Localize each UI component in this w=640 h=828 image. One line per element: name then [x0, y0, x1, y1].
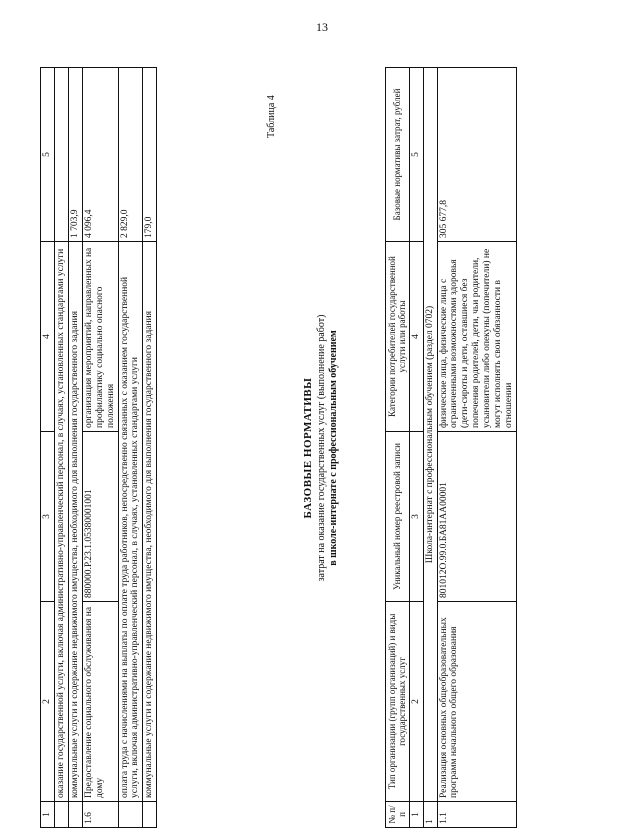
cost-value: 2 829,0: [118, 68, 143, 242]
column-number: 1: [41, 802, 55, 828]
cost-value: 305 677,8: [437, 68, 516, 242]
table-row: [82, 68, 118, 828]
service-name: Предоставление социального обслуживания на дому: [82, 602, 118, 802]
column-number: 2: [409, 602, 423, 802]
consumer-category: организация мероприятий, направленных на профилактику социально опасного положения: [82, 242, 118, 432]
table-row: [143, 68, 157, 828]
heading-subtitle: затрат на оказание государственных услуг (выполнение работ): [315, 314, 327, 582]
column-number: 4: [409, 242, 423, 432]
cost-description: оказание государственной услуги, включая административно-управленческий персонал, в случаях, установленных стандартами услуги: [54, 242, 68, 802]
rotated-page-content: [40, 58, 620, 828]
table-row: [68, 68, 82, 828]
heading-subtitle-2: в школе-интернате с профессиональным обучением: [328, 330, 340, 566]
table-row: [118, 68, 143, 828]
section-row: [423, 68, 437, 828]
column-number: 2: [41, 602, 55, 802]
column-number: 5: [41, 68, 55, 242]
cost-description: оплата труда с начислениями на выплаты по оплате труда работников, непосредственно связанных с оказанием государственной услуги, включая административно-управленческий персонал, в случаях, установленных стандартами услуги: [118, 242, 143, 802]
table-number-row: [409, 68, 423, 828]
section-number: 1: [423, 802, 437, 828]
column-header: Категории потребителей государственной услуги или работы: [386, 242, 410, 432]
table-header-row: [386, 68, 410, 828]
cost-value: 1 703,9: [68, 68, 82, 242]
column-number: 3: [409, 432, 423, 602]
cost-description: коммунальные услуги и содержание недвижимого имущества, необходимого для выполнения государственного задания: [68, 242, 82, 802]
column-number: 3: [41, 432, 55, 602]
section-title: Школа-интернат с профессиональным обучением (раздел 0702): [423, 68, 437, 802]
column-number: 1: [409, 802, 423, 828]
registry-code: 880000.Р.23.1.05380001001: [82, 432, 118, 602]
document-heading: [302, 68, 341, 828]
column-header: Тип организации (групп организаций) и виды государственных услуг: [386, 602, 410, 802]
table-row: [437, 68, 516, 828]
column-header: № п/п: [386, 802, 410, 828]
service-name: Реализация основных общеобразовательных программ начального общего образования: [437, 602, 516, 802]
registry-code: 801012О.99.0.БА81АА00001: [437, 432, 516, 602]
column-header: Уникальный номер реестровой записи: [386, 432, 410, 602]
table-header-row: [41, 68, 55, 828]
page-number: 13: [316, 20, 328, 34]
cost-value: 179,0: [143, 68, 157, 242]
heading-title: БАЗОВЫЕ НОРМАТИВЫ: [302, 377, 314, 519]
column-number: 4: [41, 242, 55, 432]
cost-description: коммунальные услуги и содержание недвижимого имущества, необходимого для выполнения государственного задания: [143, 242, 157, 802]
continued-norms-table: [40, 67, 157, 828]
table-row: [54, 68, 68, 828]
column-number: 5: [409, 68, 423, 242]
column-header: Базовые нормативы затрат, рублей: [386, 68, 410, 242]
cost-value: 4 096,4: [82, 68, 118, 242]
row-number: 1.6: [82, 802, 118, 828]
base-norms-table: [385, 67, 517, 828]
consumer-category: физические лица, физические лица с ограниченными возможностями здоровья (дети-сироты и дети, оставшиеся без попечения родителей, дети, чьи родители, усыновители либо опекуны (попечители) не могут исполнять свои обязанности в отношении: [437, 242, 516, 432]
table-label: Таблица 4: [266, 95, 277, 138]
row-number: 1.1: [437, 802, 516, 828]
